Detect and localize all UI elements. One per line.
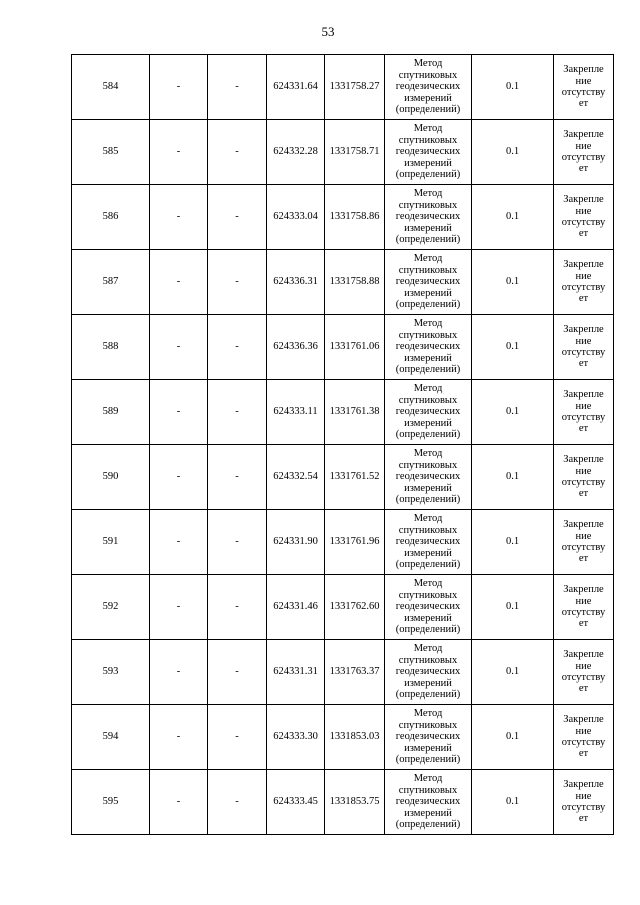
method-line: спутниковых: [398, 69, 458, 81]
fixation-line: ние: [575, 530, 592, 542]
method-line: (определений): [395, 429, 461, 441]
old-y-cell: -: [208, 55, 267, 120]
old-y-cell: -: [208, 510, 267, 575]
fixation-line: Закрепле: [563, 584, 604, 596]
fixation-line: ет: [578, 748, 589, 760]
new-y-cell: 1331758.27: [325, 55, 385, 120]
fixation-line: Закрепле: [563, 194, 604, 206]
old-x-cell: -: [150, 55, 208, 120]
fixation-line: Закрепле: [563, 519, 604, 531]
method-line: Метод: [413, 123, 443, 135]
table-row: [72, 445, 614, 510]
new-y-cell: 1331853.75: [325, 770, 385, 835]
method-line: (определений): [395, 819, 461, 831]
old-y-cell: -: [208, 380, 267, 445]
method-line: геодезических: [395, 211, 461, 223]
method-line: геодезических: [395, 81, 461, 93]
fixation-line: отсутству: [561, 607, 606, 618]
method-cell: [385, 315, 472, 380]
fixation-line: ние: [575, 595, 592, 607]
method-line: измерений: [404, 742, 452, 754]
method-line: геодезических: [395, 666, 461, 678]
point-number-cell: 594: [72, 705, 150, 770]
fixation-line: ние: [575, 75, 592, 87]
method-line: спутниковых: [398, 719, 458, 731]
fixation-cell: [554, 185, 614, 250]
fixation-cell: [554, 55, 614, 120]
point-number-cell: 585: [72, 120, 150, 185]
method-cell: [385, 705, 472, 770]
fixation-line: Закрепле: [563, 324, 604, 336]
accuracy-cell: 0.1: [472, 315, 554, 380]
accuracy-cell: 0.1: [472, 120, 554, 185]
fixation-line: отсутству: [561, 477, 606, 488]
table-row: [72, 120, 614, 185]
method-line: спутниковых: [398, 524, 458, 536]
fixation-line: ние: [575, 335, 592, 347]
method-line: Метод: [413, 188, 443, 200]
table-row: [72, 770, 614, 835]
method-line: геодезических: [395, 276, 461, 288]
fixation-cell: [554, 250, 614, 315]
table-row: [72, 640, 614, 705]
accuracy-cell: 0.1: [472, 705, 554, 770]
method-cell: [385, 55, 472, 120]
old-x-cell: -: [150, 770, 208, 835]
method-line: измерений: [404, 92, 452, 104]
new-y-cell: 1331761.38: [325, 380, 385, 445]
old-x-cell: -: [150, 250, 208, 315]
old-x-cell: -: [150, 185, 208, 250]
fixation-line: Закрепле: [563, 779, 604, 791]
method-line: (определений): [395, 559, 461, 571]
method-line: геодезических: [395, 341, 461, 353]
accuracy-cell: 0.1: [472, 380, 554, 445]
fixation-line: Закрепле: [563, 714, 604, 726]
fixation-line: ет: [578, 423, 589, 435]
accuracy-cell: 0.1: [472, 575, 554, 640]
accuracy-cell: 0.1: [472, 640, 554, 705]
fixation-line: ние: [575, 465, 592, 477]
method-line: геодезических: [395, 406, 461, 418]
method-line: спутниковых: [398, 589, 458, 601]
method-line: Метод: [413, 708, 443, 720]
fixation-line: ет: [578, 618, 589, 630]
fixation-line: отсутству: [561, 802, 606, 813]
method-line: измерений: [404, 417, 452, 429]
fixation-line: ние: [575, 205, 592, 217]
new-x-cell: 624331.64: [267, 55, 325, 120]
method-line: геодезических: [395, 796, 461, 808]
point-number-cell: 595: [72, 770, 150, 835]
table-row: [72, 185, 614, 250]
method-line: (определений): [395, 299, 461, 311]
old-y-cell: -: [208, 250, 267, 315]
fixation-line: Закрепле: [563, 64, 604, 76]
old-x-cell: -: [150, 120, 208, 185]
method-line: геодезических: [395, 146, 461, 158]
old-y-cell: -: [208, 770, 267, 835]
new-x-cell: 624332.28: [267, 120, 325, 185]
fixation-line: ет: [578, 488, 589, 500]
table-row: [72, 250, 614, 315]
method-line: измерений: [404, 807, 452, 819]
new-x-cell: 624333.45: [267, 770, 325, 835]
method-line: Метод: [413, 383, 443, 395]
fixation-line: отсутству: [561, 737, 606, 748]
new-x-cell: 624331.90: [267, 510, 325, 575]
fixation-line: ние: [575, 270, 592, 282]
fixation-line: Закрепле: [563, 259, 604, 271]
coordinates-table-body: [72, 55, 614, 835]
method-line: Метод: [413, 578, 443, 590]
old-y-cell: -: [208, 640, 267, 705]
fixation-line: отсутству: [561, 152, 606, 163]
fixation-cell: [554, 770, 614, 835]
new-y-cell: 1331758.86: [325, 185, 385, 250]
point-number-cell: 593: [72, 640, 150, 705]
fixation-line: ет: [578, 358, 589, 370]
method-line: Метод: [413, 253, 443, 265]
fixation-line: отсутству: [561, 672, 606, 683]
old-y-cell: -: [208, 315, 267, 380]
method-line: измерений: [404, 547, 452, 559]
accuracy-cell: 0.1: [472, 510, 554, 575]
new-y-cell: 1331763.37: [325, 640, 385, 705]
table-row: [72, 380, 614, 445]
new-x-cell: 624333.04: [267, 185, 325, 250]
accuracy-cell: 0.1: [472, 250, 554, 315]
method-line: (определений): [395, 494, 461, 506]
table-row: [72, 705, 614, 770]
fixation-line: отсутству: [561, 542, 606, 553]
old-x-cell: -: [150, 315, 208, 380]
fixation-cell: [554, 705, 614, 770]
fixation-line: ет: [578, 228, 589, 240]
method-cell: [385, 445, 472, 510]
table-row: [72, 575, 614, 640]
fixation-line: ет: [578, 163, 589, 175]
new-y-cell: 1331761.06: [325, 315, 385, 380]
fixation-cell: [554, 510, 614, 575]
new-y-cell: 1331761.96: [325, 510, 385, 575]
method-line: измерений: [404, 287, 452, 299]
method-line: (определений): [395, 234, 461, 246]
method-line: измерений: [404, 352, 452, 364]
old-x-cell: -: [150, 445, 208, 510]
point-number-cell: 591: [72, 510, 150, 575]
fixation-line: ет: [578, 683, 589, 695]
new-x-cell: 624333.11: [267, 380, 325, 445]
page-number: 53: [321, 24, 335, 39]
method-line: измерений: [404, 482, 452, 494]
new-x-cell: 624332.54: [267, 445, 325, 510]
fixation-line: ет: [578, 813, 589, 825]
new-y-cell: 1331761.52: [325, 445, 385, 510]
new-y-cell: 1331758.71: [325, 120, 385, 185]
accuracy-cell: 0.1: [472, 770, 554, 835]
method-line: спутниковых: [398, 199, 458, 211]
method-line: спутниковых: [398, 329, 458, 341]
method-line: измерений: [404, 157, 452, 169]
method-line: геодезических: [395, 536, 461, 548]
point-number-cell: 592: [72, 575, 150, 640]
fixation-cell: [554, 640, 614, 705]
method-line: спутниковых: [398, 134, 458, 146]
method-line: Метод: [413, 643, 443, 655]
point-number-cell: 588: [72, 315, 150, 380]
new-x-cell: 624331.31: [267, 640, 325, 705]
new-x-cell: 624331.46: [267, 575, 325, 640]
method-line: Метод: [413, 318, 443, 330]
method-line: (определений): [395, 364, 461, 376]
method-line: измерений: [404, 612, 452, 624]
fixation-line: отсутству: [561, 412, 606, 423]
new-y-cell: 1331853.03: [325, 705, 385, 770]
method-cell: [385, 640, 472, 705]
method-line: измерений: [404, 222, 452, 234]
fixation-line: Закрепле: [563, 649, 604, 661]
old-y-cell: -: [208, 705, 267, 770]
old-y-cell: -: [208, 120, 267, 185]
fixation-cell: [554, 445, 614, 510]
old-y-cell: -: [208, 445, 267, 510]
fixation-line: ет: [578, 98, 589, 110]
method-line: спутниковых: [398, 394, 458, 406]
method-line: Метод: [413, 773, 443, 785]
method-line: геодезических: [395, 731, 461, 743]
fixation-line: отсутству: [561, 282, 606, 293]
table-row: [72, 315, 614, 380]
method-line: Метод: [413, 448, 443, 460]
fixation-cell: [554, 575, 614, 640]
method-cell: [385, 250, 472, 315]
fixation-line: отсутству: [561, 217, 606, 228]
method-line: (определений): [395, 689, 461, 701]
old-x-cell: -: [150, 705, 208, 770]
fixation-line: отсутству: [561, 347, 606, 358]
fixation-line: ние: [575, 140, 592, 152]
fixation-cell: [554, 380, 614, 445]
coordinates-table: [71, 54, 614, 835]
fixation-line: отсутству: [561, 87, 606, 98]
old-y-cell: -: [208, 575, 267, 640]
fixation-line: ние: [575, 790, 592, 802]
accuracy-cell: 0.1: [472, 185, 554, 250]
method-line: (определений): [395, 104, 461, 116]
method-line: спутниковых: [398, 459, 458, 471]
fixation-line: Закрепле: [563, 454, 604, 466]
method-line: Метод: [413, 513, 443, 525]
method-line: (определений): [395, 169, 461, 181]
new-y-cell: 1331762.60: [325, 575, 385, 640]
fixation-line: Закрепле: [563, 129, 604, 141]
new-x-cell: 624336.31: [267, 250, 325, 315]
new-x-cell: 624333.30: [267, 705, 325, 770]
method-line: (определений): [395, 624, 461, 636]
method-line: геодезических: [395, 471, 461, 483]
method-cell: [385, 185, 472, 250]
method-line: спутниковых: [398, 264, 458, 276]
method-cell: [385, 510, 472, 575]
method-line: измерений: [404, 677, 452, 689]
accuracy-cell: 0.1: [472, 445, 554, 510]
accuracy-cell: 0.1: [472, 55, 554, 120]
point-number-cell: 584: [72, 55, 150, 120]
old-y-cell: -: [208, 185, 267, 250]
method-line: спутниковых: [398, 654, 458, 666]
method-cell: [385, 380, 472, 445]
point-number-cell: 587: [72, 250, 150, 315]
method-cell: [385, 120, 472, 185]
fixation-cell: [554, 120, 614, 185]
fixation-line: ние: [575, 400, 592, 412]
new-x-cell: 624336.36: [267, 315, 325, 380]
fixation-line: ние: [575, 725, 592, 737]
point-number-cell: 589: [72, 380, 150, 445]
table-row: [72, 510, 614, 575]
new-y-cell: 1331758.88: [325, 250, 385, 315]
old-x-cell: -: [150, 510, 208, 575]
method-line: (определений): [395, 754, 461, 766]
fixation-line: ет: [578, 293, 589, 305]
point-number-cell: 590: [72, 445, 150, 510]
old-x-cell: -: [150, 380, 208, 445]
fixation-cell: [554, 315, 614, 380]
method-line: геодезических: [395, 601, 461, 613]
fixation-line: ет: [578, 553, 589, 565]
fixation-line: ние: [575, 660, 592, 672]
old-x-cell: -: [150, 640, 208, 705]
old-x-cell: -: [150, 575, 208, 640]
table-row: [72, 55, 614, 120]
method-cell: [385, 770, 472, 835]
method-cell: [385, 575, 472, 640]
fixation-line: Закрепле: [563, 389, 604, 401]
point-number-cell: 586: [72, 185, 150, 250]
method-line: спутниковых: [398, 784, 458, 796]
method-line: Метод: [413, 58, 443, 70]
